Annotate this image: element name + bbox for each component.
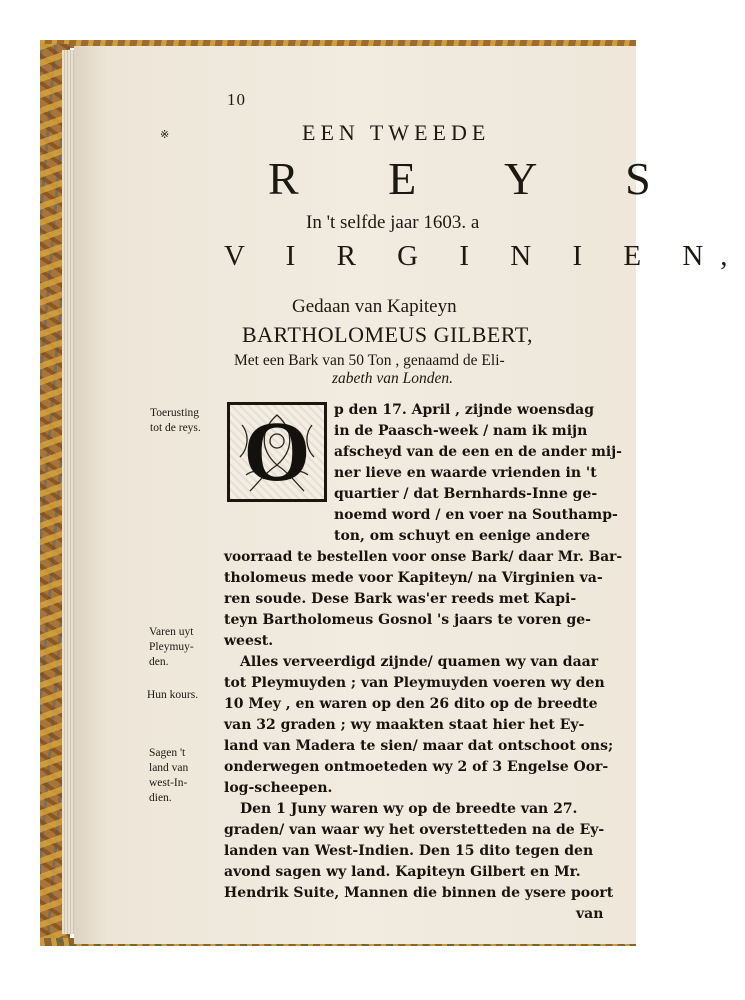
body-line: tot Pleymuyden ; van Pleymuyden voeren wy den xyxy=(224,675,605,691)
marginal-note-line: Sagen 't xyxy=(149,747,186,759)
body-line: teyn Bartholomeus Gosnol 's jaars te voren ge- xyxy=(224,612,591,628)
title-line-6: BARTHOLOMEUS GILBERT, xyxy=(242,322,533,347)
body-line: tholomeus mede voor Kapiteyn/ na Virginien va- xyxy=(224,570,603,586)
marginal-note-line: dien. xyxy=(149,792,172,804)
marginal-note xyxy=(147,688,198,703)
body-line: ton, om schuyt en eenige andere xyxy=(334,528,591,544)
body-line: land van Madera te sien/ maar dat ontschoot ons; xyxy=(224,738,614,754)
title-line-5: Gedaan van Kapiteyn xyxy=(292,296,457,317)
body-line: Alles verveerdigd zijnde/ quamen wy van daar xyxy=(240,654,599,670)
body-line: afscheyd van de een en de ander mij- xyxy=(334,444,622,460)
marginal-note-line: den. xyxy=(149,656,169,668)
body-line: ner lieve en waarde vrienden in 't xyxy=(334,465,597,481)
body-line: noemd word / en voer na Southamp- xyxy=(334,507,618,523)
body-line: 10 Mey , en waren op den 26 dito op de breedte xyxy=(224,696,598,712)
body-line: avond sagen wy land. Kapiteyn Gilbert en Mr. xyxy=(224,864,581,880)
marginal-note-line: Hun kours. xyxy=(147,689,199,701)
initial-letter: O xyxy=(243,403,311,499)
marginal-note xyxy=(149,625,194,670)
body-line: graden/ van waar wy het overstetteden na de Ey- xyxy=(224,822,605,838)
title-line-3: In 't selfde jaar 1603. a xyxy=(306,212,480,233)
title-line-7: Met een Bark van 50 Ton , genaamd de Eli- xyxy=(234,352,505,369)
body-line: ren soude. Dese Bark was'er reeds met Kapi- xyxy=(224,591,577,607)
asterisk-ornament-icon: ※ xyxy=(160,129,170,141)
body-line: landen van West-Indien. Den 15 dito tegen den xyxy=(224,843,594,859)
body-line: Hendrik Suite, Mannen die binnen de ysere poort xyxy=(224,885,614,901)
body-line: onderwegen ontmoeteden wy 2 of 3 Engelse Oor- xyxy=(224,759,609,775)
page-number: 10 xyxy=(227,90,246,109)
marginal-note-line: west-In- xyxy=(149,777,188,789)
body-line: Den 1 Juny waren wy op de breedte van 27. xyxy=(240,801,578,817)
body-line: quartier / dat Bernhards-Inne ge- xyxy=(334,486,598,502)
body-line: p den 17. April , zijnde woensdag xyxy=(334,402,595,418)
title-line-2: R E Y S xyxy=(268,153,690,204)
body-line: in de Paasch-week / nam ik mijn xyxy=(334,423,588,439)
marginal-note-line: tot de reys. xyxy=(150,422,201,434)
title-line-1: EEN TWEEDE xyxy=(302,120,491,145)
marginal-note xyxy=(150,406,201,436)
body-line: voorraad te bestellen voor onse Bark/ daar Mr. Bar- xyxy=(224,549,623,565)
marginal-note xyxy=(149,746,188,806)
marginal-note-line: Pleymuy- xyxy=(149,641,194,653)
catchword: van xyxy=(576,906,604,922)
body-line: van 32 graden ; wy maakten staat hier het Ey- xyxy=(224,717,585,733)
title-line-4: V I R G I N I E N, xyxy=(224,240,745,272)
book-page xyxy=(74,46,745,944)
body-line: weest. xyxy=(224,633,274,649)
marginal-note-line: Toerusting xyxy=(150,407,200,419)
title-line-8: zabeth van Londen. xyxy=(332,370,453,387)
decorated-initial xyxy=(227,402,327,502)
body-line: log-scheepen. xyxy=(224,780,333,796)
marginal-note-line: Varen uyt xyxy=(149,626,194,638)
marginal-note-line: land van xyxy=(149,762,189,774)
